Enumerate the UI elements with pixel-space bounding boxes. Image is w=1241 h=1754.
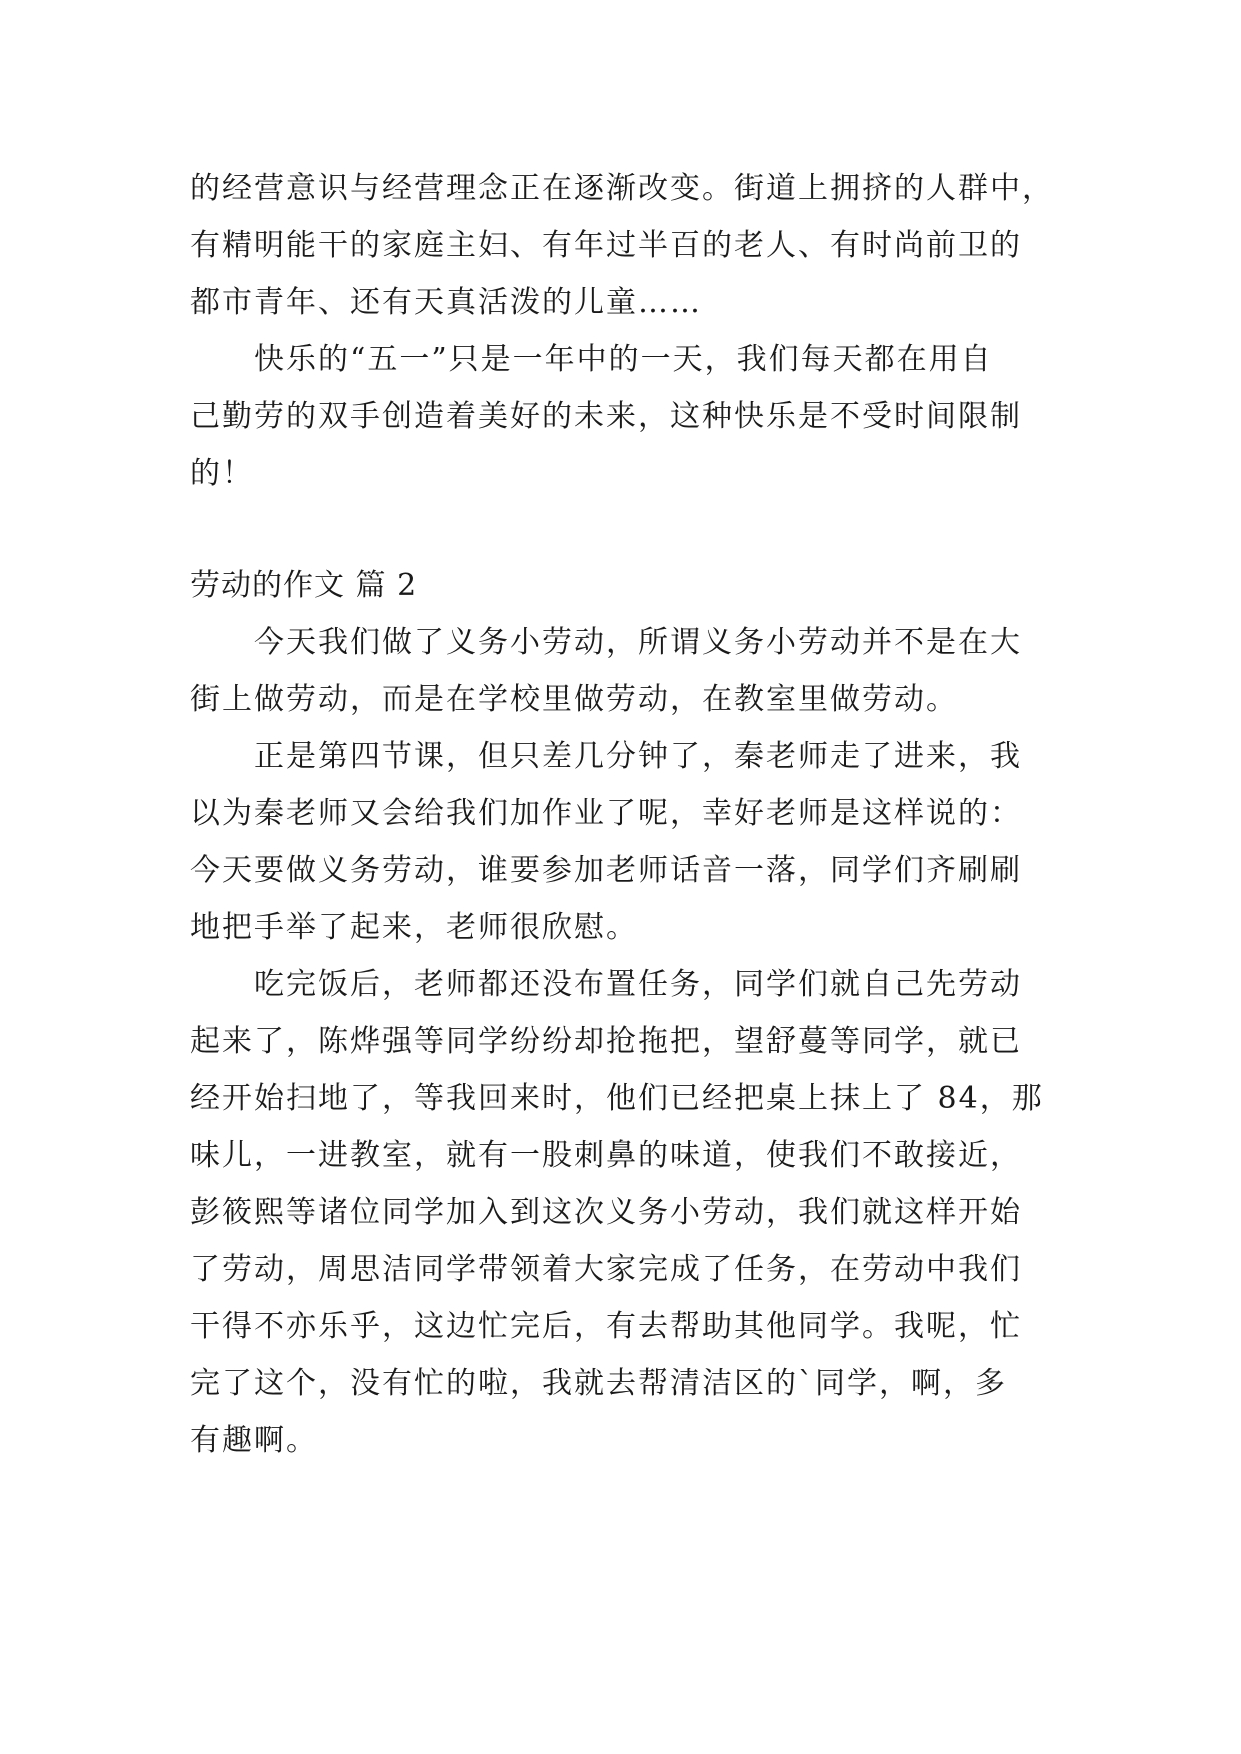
text-line: 己勤劳的双手创造着美好的未来，这种快乐是不受时间限制 xyxy=(190,399,1022,434)
paragraph xyxy=(190,160,1090,331)
text-line: 都市青年、还有天真活泼的儿童…… xyxy=(190,285,702,320)
text-line: 的经营意识与经营理念正在逐渐改变。街道上拥挤的人群中， xyxy=(190,171,1054,206)
paragraph xyxy=(190,331,1090,502)
text-line: 街上做劳动，而是在学校里做劳动，在教室里做劳动。 xyxy=(190,682,958,717)
text-line: 起来了，陈烨强等同学纷纷却抢拖把，望舒蔓等同学，就已 xyxy=(190,1024,1022,1059)
text-line: 正是第四节课，但只差几分钟了，秦老师走了进来，我 xyxy=(254,739,1022,774)
text-line: 完了这个，没有忙的啦，我就去帮清洁区的`同学，啊，多 xyxy=(190,1366,1007,1401)
text-line: 今天要做义务劳动，谁要参加老师话音一落，同学们齐刷刷 xyxy=(190,853,1022,888)
text-line: 干得不亦乐乎，这边忙完后，有去帮助其他同学。我呢，忙 xyxy=(190,1309,1022,1344)
text-line: 快乐的“五一”只是一年中的一天，我们每天都在用自 xyxy=(254,342,993,377)
text-line: 了劳动，周思洁同学带领着大家完成了任务，在劳动中我们 xyxy=(190,1252,1022,1287)
text-line: 有趣啊。 xyxy=(190,1423,318,1458)
paragraph xyxy=(190,728,1090,956)
paragraph xyxy=(190,956,1090,1469)
text-line: 今天我们做了义务小劳动，所谓义务小劳动并不是在大 xyxy=(254,625,1022,660)
text-line: 吃完饭后，老师都还没布置任务，同学们就自己先劳动 xyxy=(254,967,1022,1002)
text-line: 地把手举了起来，老师很欣慰。 xyxy=(190,910,638,945)
text-line: 的！ xyxy=(190,456,254,491)
text-line: 经开始扫地了，等我回来时，他们已经把桌上抹上了 84，那 xyxy=(190,1081,1044,1116)
paragraph xyxy=(190,614,1090,728)
text-line: 味儿，一进教室，就有一股刺鼻的味道，使我们不敢接近， xyxy=(190,1138,1022,1173)
text-line: 彭筱熙等诸位同学加入到这次义务小劳动，我们就这样开始 xyxy=(190,1195,1022,1230)
text-line: 以为秦老师又会给我们加作业了呢，幸好老师是这样说的： xyxy=(190,796,1022,831)
text-line: 有精明能干的家庭主妇、有年过半百的老人、有时尚前卫的 xyxy=(190,228,1022,263)
document-body xyxy=(190,160,1090,1469)
section-heading: 劳动的作文 篇 2 xyxy=(190,568,418,603)
